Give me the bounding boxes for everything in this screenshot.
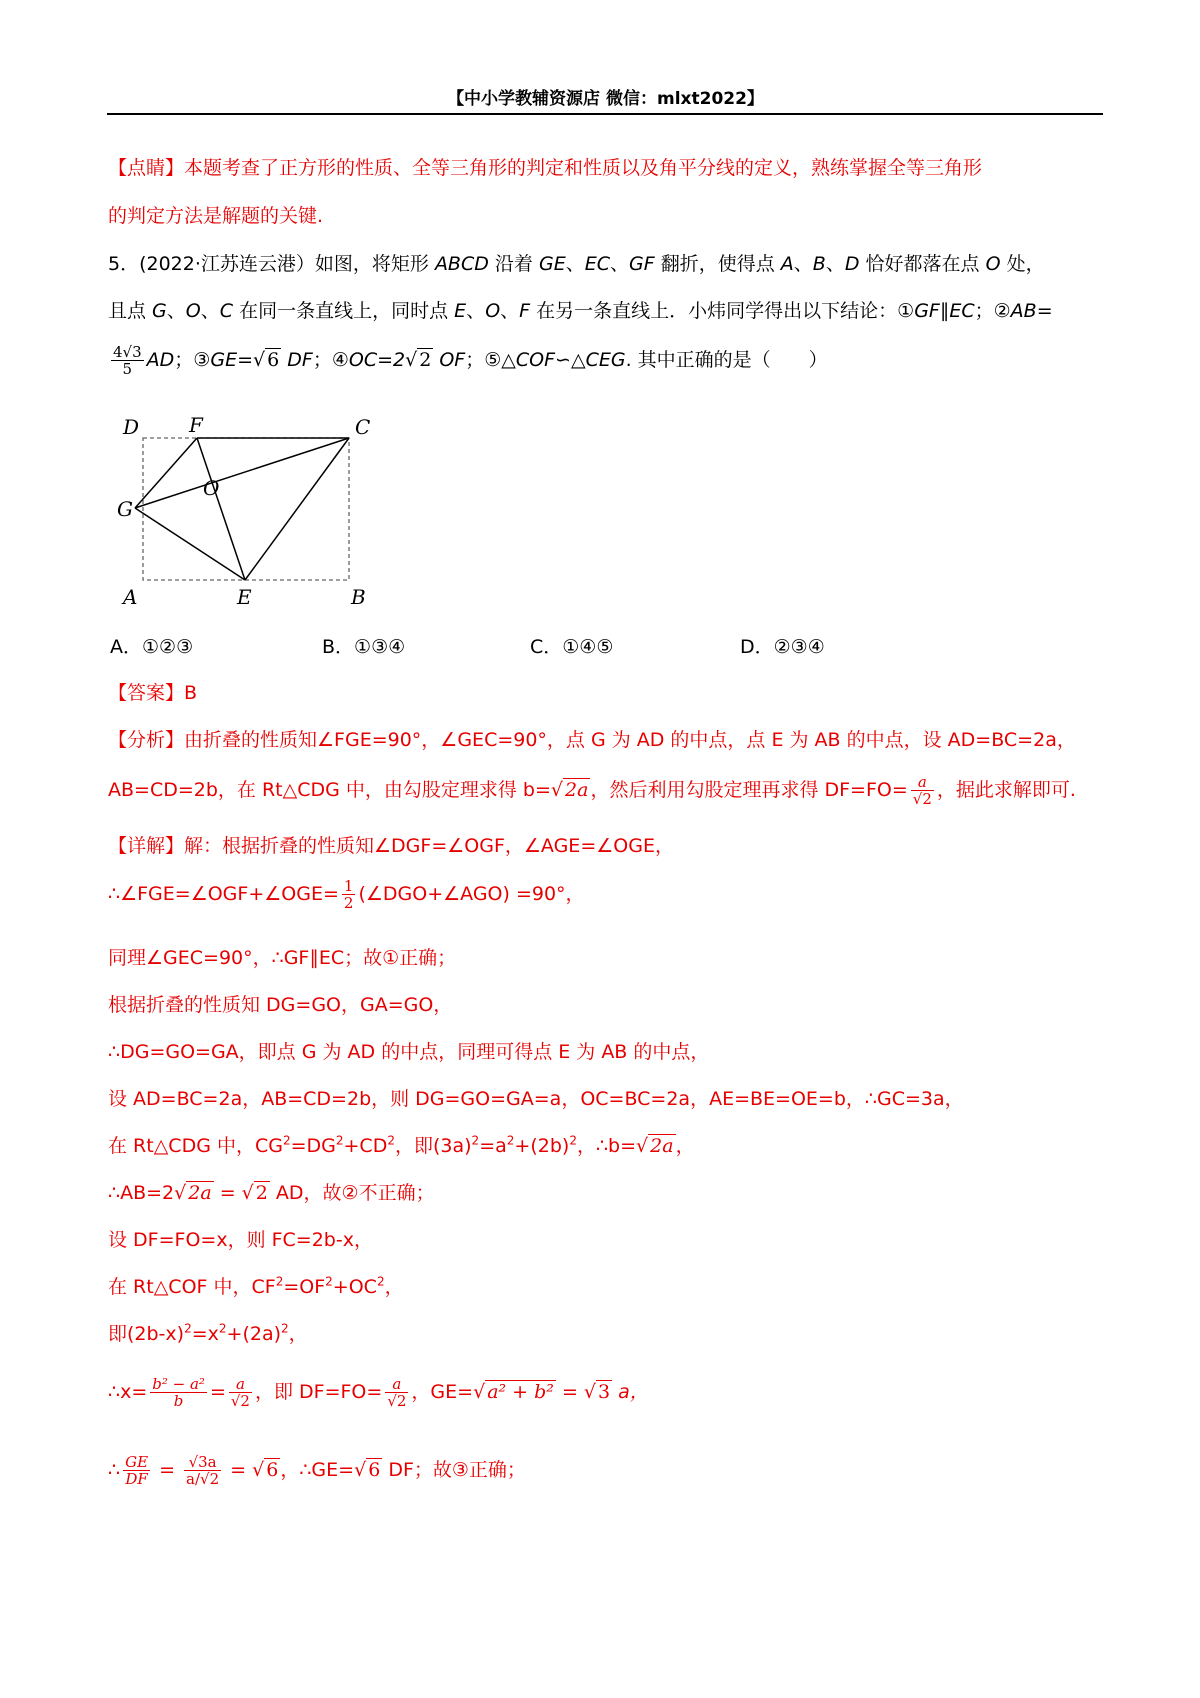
analysis-line-2: AB=CD=2b，在 Rt△CDG 中，由勾股定理求得 b=√ 2a ，然后利用勾股定理再求得 DF=FO= $\frac{a}{√2}$ ，据此求解即可. (108, 773, 1076, 808)
problem-line-1: 5．(2022·江苏连云港）如图，将矩形 ABCD 沿着 GE、EC、GF 翻折，使得点 A、B、D 恰好都落在点 O 处， (108, 253, 1045, 275)
rectangle-abcd (143, 438, 349, 580)
label-o: O (203, 476, 220, 500)
segment-ge (135, 508, 245, 580)
option-c: C．①④⑤ (530, 636, 614, 658)
comment-label: 【点睛】 (108, 157, 185, 179)
fraction-4sqrt3-over-5: $\frac{4√3}{5}$ (113, 343, 142, 378)
label-a: A (123, 585, 138, 609)
label-g: G (117, 497, 133, 521)
analysis-line-1: 【分析】由折叠的性质知∠FGE=90°，∠GEC=90°，点 G 为 AD 的中点，点 E 为 AB 的中点，设 AD=BC=2a， (108, 729, 1076, 751)
detail-line-9: 设 DF=FO=x，则 FC=2b-x， (108, 1229, 373, 1251)
problem-line-3: $\frac{4√3}{5}$ AD；③GE=√ 6 DF；④OC=2√ 2 OF；⑤△COF∽△CEG. 其中正确的是（ ） (113, 343, 828, 378)
detail-line-13: ∴ $\frac{GE}{DF}$ = $\frac{√3a}{a/√2}$ = √ 6 ，∴GE=√ 6 DF；故③正确； (108, 1453, 526, 1488)
option-a: A．①②③ (110, 636, 194, 658)
detail-line-10: 在 Rt△COF 中，$CF^2=OF^2+OC^2$， (108, 1274, 404, 1298)
option-b: B．①③④ (322, 636, 406, 658)
segment-ec (245, 438, 349, 580)
comment-text-2: 的判定方法是解题的关键. (108, 205, 324, 227)
detail-line-2: ∴∠FGE=∠OGF+∠OGE= $\frac{1}{2}$ (∠DGO+∠AGO) =90°， (108, 877, 585, 912)
page-header: 【中小学教辅资源店 微信：mlxt2022】 (447, 89, 764, 109)
detail-line-11: 即$(2b-x)^2=x^2+(2a)^2$， (108, 1321, 308, 1345)
detail-line-7: 在 Rt△CDG 中，$CG^2=DG^2+CD^2$，即$(3a)^2=a^2+(2b)^2$，∴b=√ 2a ， (108, 1133, 695, 1157)
detail-line-4: 根据折叠的性质知 DG=GO，GA=GO， (108, 994, 453, 1016)
detail-line-3: 同理∠GEC=90°，∴GF∥EC；故①正确； (108, 947, 457, 969)
detail-line-6: 设 AD=BC=2a，AB=CD=2b，则 DG=GO=GA=a，OC=BC=2a，AE=BE=OE=b，∴GC=3a， (108, 1088, 964, 1110)
label-b: B (351, 585, 366, 609)
geometry-figure (113, 410, 383, 610)
detail-line-1: 【详解】解：根据折叠的性质知∠DGF=∠OGF，∠AGE=∠OGE， (108, 835, 674, 857)
label-e: E (237, 585, 252, 609)
label-d: D (123, 415, 140, 439)
detail-line-12: ∴x= $\frac{\text{b² − a²}}{b}$ = $\frac{a}{√2}$ ，即 DF=FO= $\frac{a}{√2}$ ，GE=√ a² + b² = √ 3 a， (108, 1375, 649, 1410)
comment-text-1: 本题考查了正方形的性质、全等三角形的判定和性质以及角平分线的定义，熟练掌握全等三角形 (184, 157, 983, 179)
comment-line-2 (108, 203, 323, 229)
comment-line-1 (108, 155, 982, 181)
label-c: C (355, 415, 371, 439)
detail-line-8: ∴AB=2√ 2a = √ 2 AD，故②不正确； (108, 1182, 435, 1204)
detail-line-5: ∴DG=GO=GA，即点 G 为 AD 的中点，同理可得点 E 为 AB 的中点， (108, 1041, 710, 1063)
header-rule (107, 113, 1103, 115)
segment-fe (197, 438, 245, 580)
option-d: D．②③④ (740, 636, 825, 658)
segment-gc (135, 438, 349, 508)
problem-line-2: 且点 G、O、C 在同一条直线上，同时点 E、O、F 在另一条直线上．小炜同学得出以下结论：①GF∥EC；②AB= (108, 300, 1053, 322)
answer-line: 【答案】B (108, 682, 198, 704)
label-f: F (189, 413, 203, 437)
